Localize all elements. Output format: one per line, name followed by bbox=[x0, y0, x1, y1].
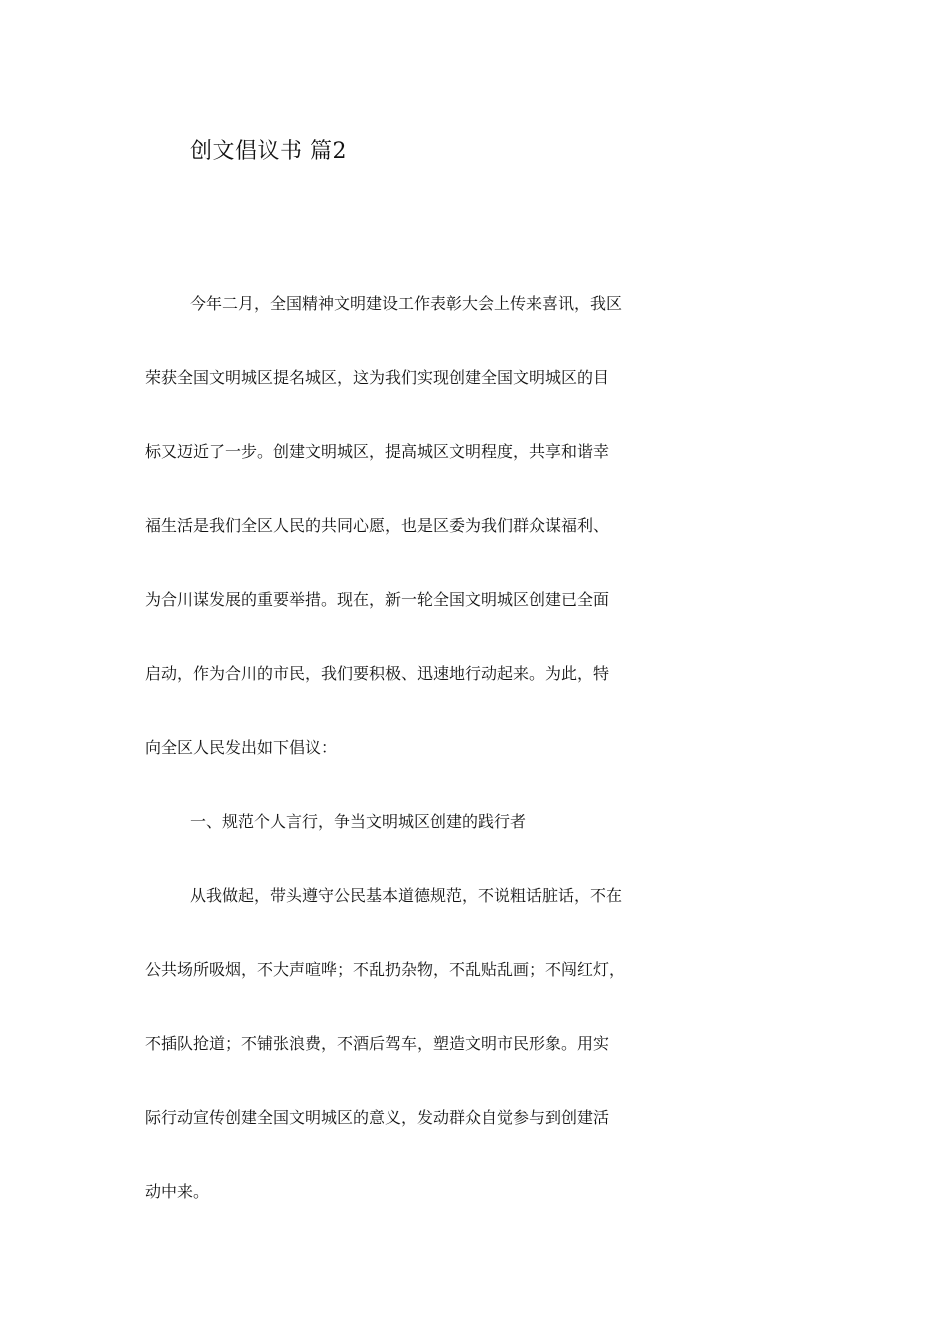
paragraph-section-one bbox=[145, 876, 817, 1246]
section-heading-text: 一、规范个人言行，争当文明城区创建的践行者 bbox=[190, 812, 527, 831]
paragraph-line: 向全区人民发出如下倡议： bbox=[145, 738, 338, 757]
paragraph-line: 动中来。 bbox=[145, 1182, 210, 1201]
document-title: 创文倡议书 篇2 bbox=[190, 139, 347, 164]
paragraph-intro bbox=[145, 284, 817, 802]
document-body bbox=[145, 284, 817, 1246]
section-heading bbox=[145, 802, 817, 876]
paragraph-line: 从我做起，带头遵守公民基本道德规范，不说粗话脏话，不在 bbox=[190, 886, 623, 905]
paragraph-line: 为合川谋发展的重要举措。现在，新一轮全国文明城区创建已全面 bbox=[145, 590, 610, 609]
paragraph-line: 启动，作为合川的市民，我们要积极、迅速地行动起来。为此，特 bbox=[145, 664, 610, 683]
paragraph-line: 标又迈近了一步。创建文明城区，提高城区文明程度，共享和谐幸 bbox=[145, 442, 610, 461]
paragraph-line: 公共场所吸烟，不大声喧哗；不乱扔杂物，不乱贴乱画；不闯红灯， bbox=[145, 960, 626, 979]
paragraph-line: 福生活是我们全区人民的共同心愿，也是区委为我们群众谋福利、 bbox=[145, 516, 610, 535]
paragraph-line: 际行动宣传创建全国文明城区的意义，发动群众自觉参与到创建活 bbox=[145, 1108, 610, 1127]
paragraph-line: 今年二月，全国精神文明建设工作表彰大会上传来喜讯，我区 bbox=[190, 294, 623, 313]
paragraph-line: 荣获全国文明城区提名城区，这为我们实现创建全国文明城区的目 bbox=[145, 368, 610, 387]
paragraph-line: 不插队抢道；不铺张浪费，不酒后驾车，塑造文明市民形象。用实 bbox=[145, 1034, 610, 1053]
